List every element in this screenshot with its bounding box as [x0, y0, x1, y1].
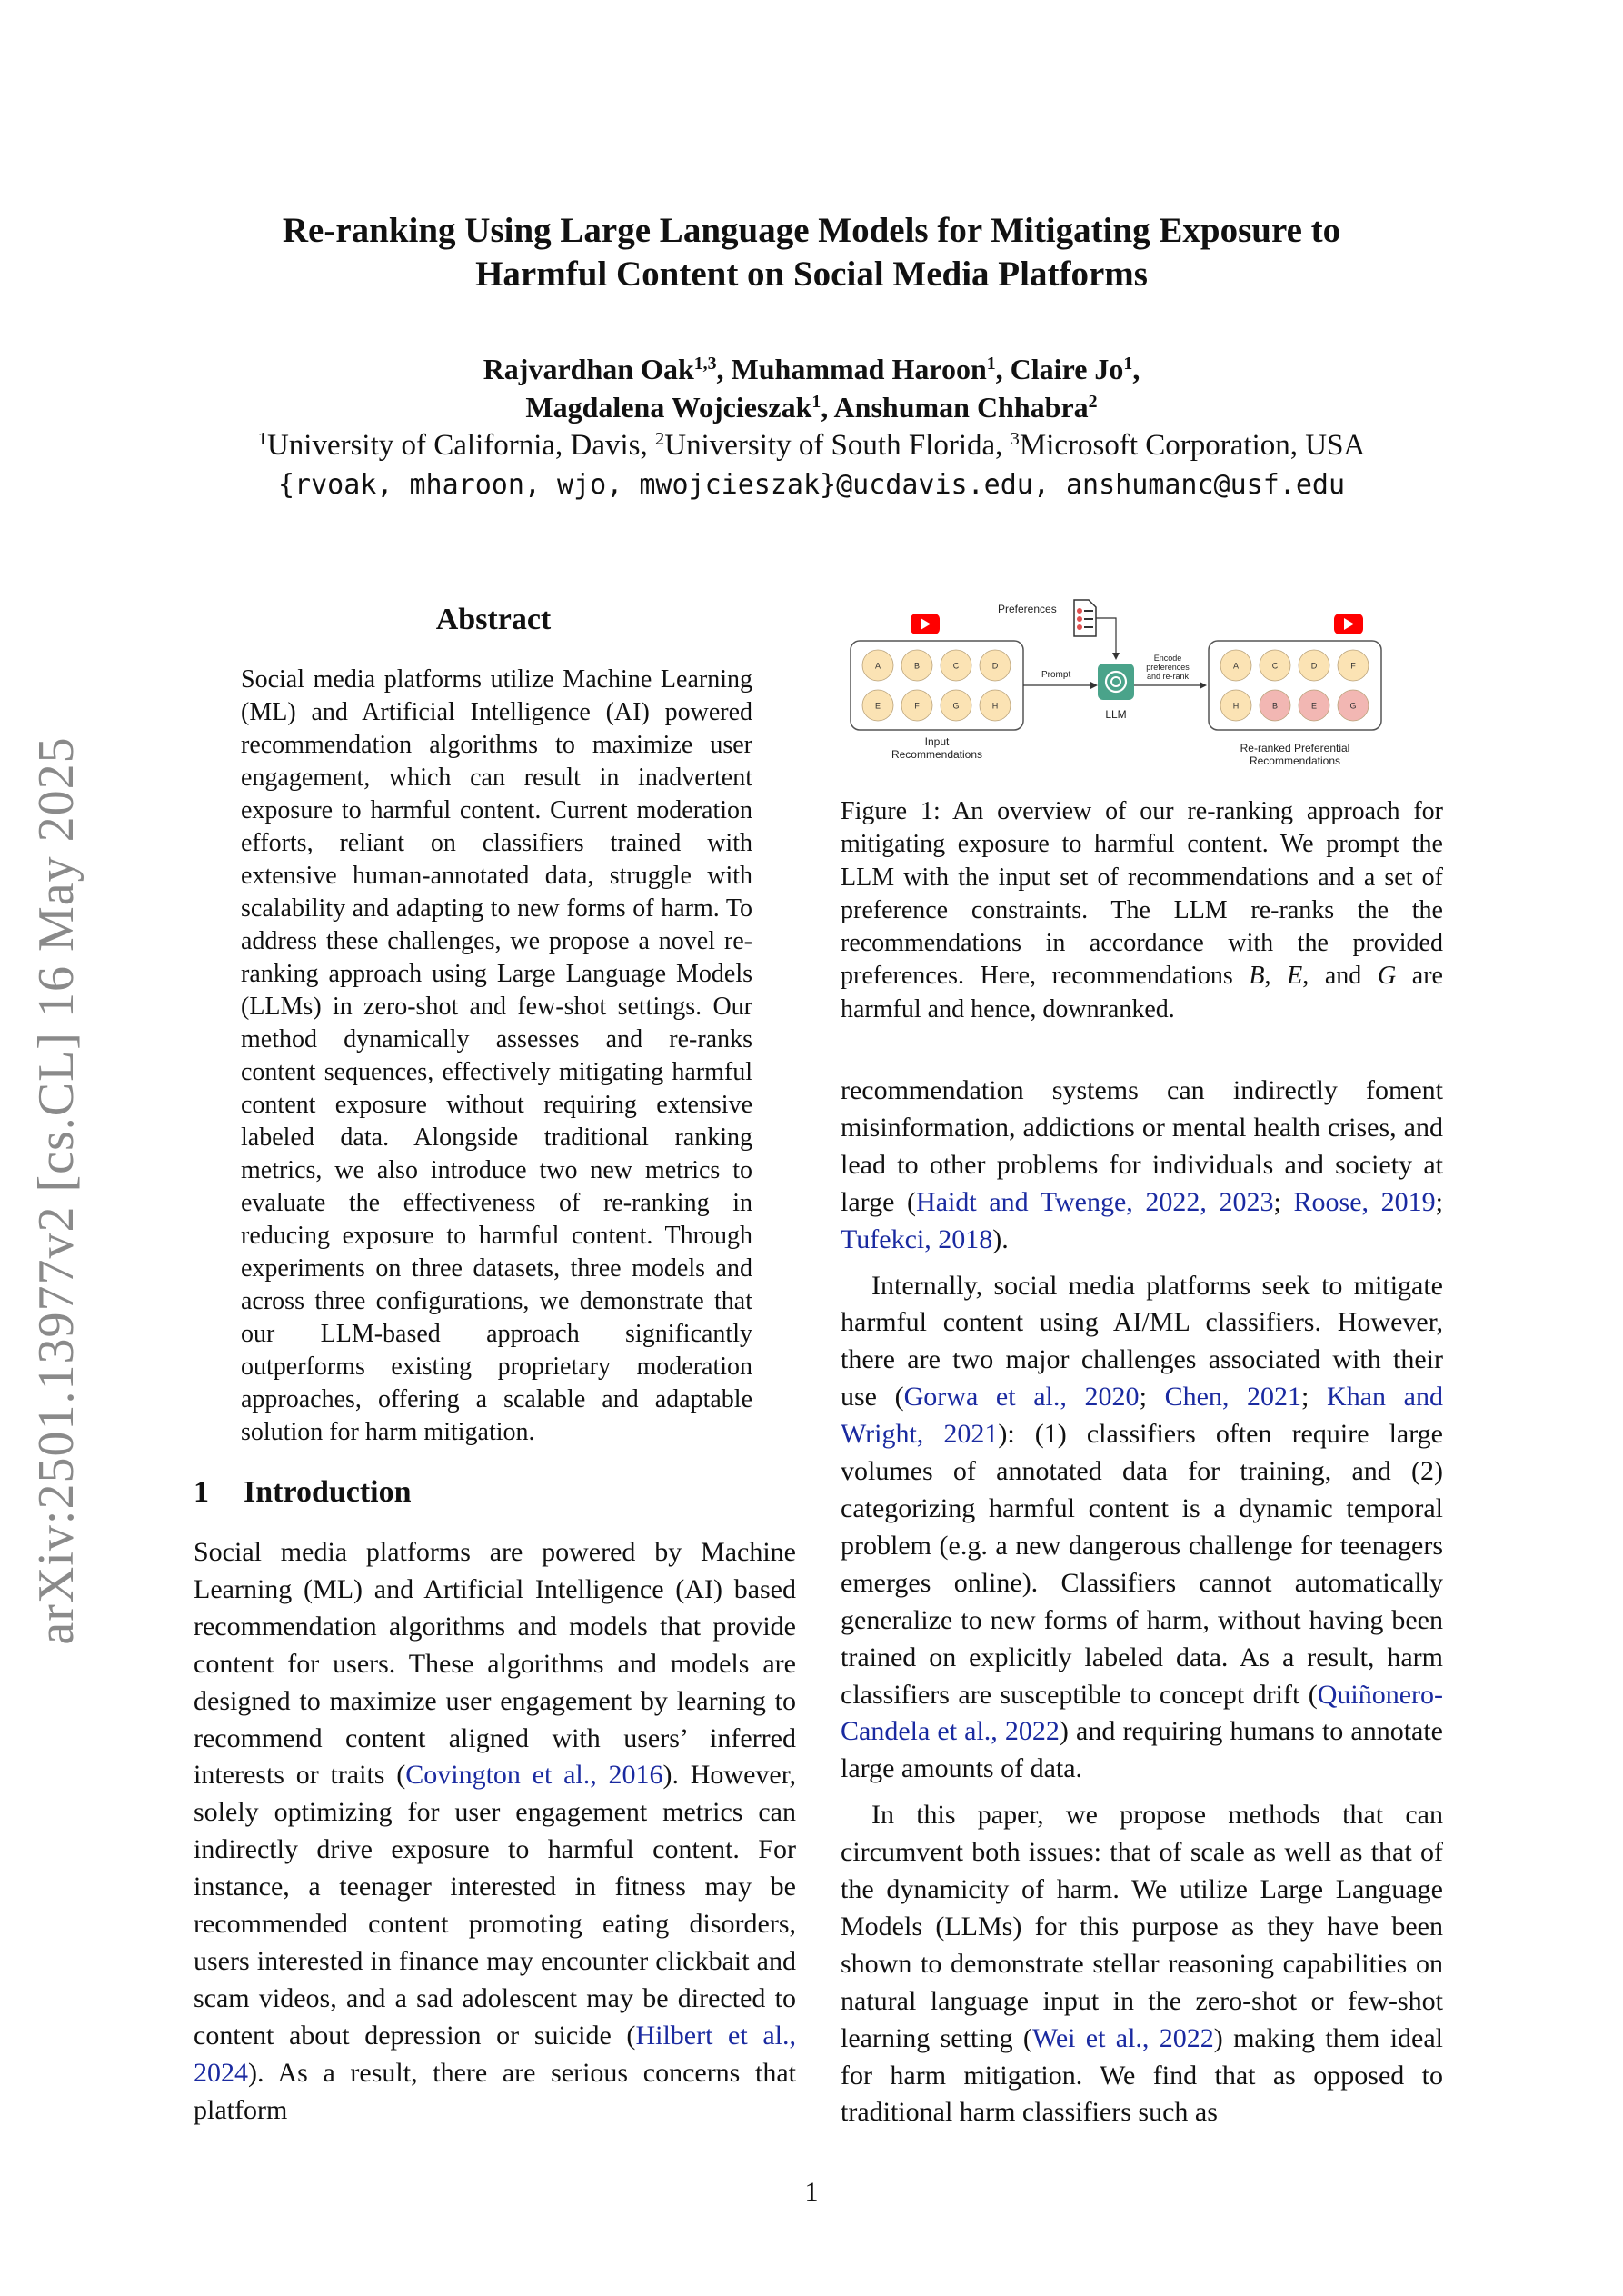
- output-label-line-1: Re-ranked Preferential: [1240, 742, 1350, 754]
- prompt-label: Prompt: [1041, 670, 1071, 680]
- title-line-1: Re-ranking Using Large Language Models for Mitigating Exposure to: [282, 211, 1341, 250]
- author-affil-sup: 1: [986, 354, 996, 374]
- arxiv-identifier-text: arXiv:2501.13977v2 [cs.CL] 16 May 2025: [28, 736, 85, 1645]
- citation-link[interactable]: Tufekci, 2018: [841, 1223, 993, 1254]
- output-item-label: H: [1232, 701, 1240, 711]
- affiliations: $^1$University of California, Davis, $^2$University of South Florida, $^3$Microsoft Corporation, USA: [257, 428, 1366, 462]
- arxiv-identifier: [20, 709, 93, 1672]
- author-name: Rajvardhan Oak: [483, 353, 694, 385]
- citation-link[interactable]: Quiñonero-Candela et al., 2022: [841, 1679, 1443, 1747]
- author-affil-sup: 1,3: [693, 354, 717, 374]
- output-item-label: G: [1349, 701, 1357, 711]
- abstract-text: Social media platforms utilize Machine Learning (ML) and Artificial Intelligence (AI) powered recommendation algorithms to maximize user engagement, which can result in inadvertent exposure to harmful content. Current moderation efforts, reliant on classifiers trained with extensive human-annotated data, struggle with scalability and adapting to new forms of harm. To address these challenges, we propose a novel re-ranking approach using Large Language Models (LLMs) in zero-shot and few-shot settings. Our method dynamically assesses and re-ranks content sequences, effectively mitigating harmful content exposure without requiring extensive labeled data. Alongside traditional ranking metrics, we also introduce two new metrics to evaluate the effectiveness of re-ranking in reducing exposure to harmful content. Through experiments on three datasets, three models and across three configurations, we demonstrate that our LLM-based approach significantly outperforms existing proprietary moderation approaches, offering a scalable and adaptable solution for harm mitigation.: [241, 665, 752, 1446]
- author-affil-sup: 1: [1123, 354, 1133, 374]
- author-emails: {rvoak, mharoon, wjo, mwojcieszak}@ucdavis.edu, anshumanc@usf.edu: [278, 469, 1345, 501]
- paper-title: [136, 209, 1487, 296]
- input-item-label: F: [914, 701, 920, 711]
- paragraph: Internally, social media platforms seek to mitigate harmful content using AI/ML classifiers. However, there are two major challenges associated with their use (Gorwa et al., 2020; Chen, 2021; Khan and Wright, 2021): (1) classifiers often require large volumes of annotated data for training, and (2) categorizing harmful content is a dynamic temporal problem (e.g. a new dangerous challenge for teenagers emerges online). Classifiers cannot automatically generalize to new forms of harm, without having been trained on explicitly labeled data. As a result, harm classifiers are susceptible to concept drift (Quiñonero-Candela et al., 2022) and requiring humans to annotate large amounts of data.: [841, 1270, 1444, 1784]
- paragraph: recommendation systems can indirectly foment misinformation, addictions or mental health crises, and lead to other problems for individuals and society at large (Haidt and Twenge, 2022, 2023; Roose, 2019; Tufekci, 2018).: [841, 1075, 1444, 1254]
- author-name: Muhammad Haroon: [731, 353, 987, 385]
- section-number: 1: [194, 1475, 209, 1509]
- preferences-document-icon: [1074, 600, 1096, 636]
- intro-left-column: [194, 1534, 796, 2130]
- youtube-icon-input: [911, 614, 940, 634]
- citation-link[interactable]: Covington et al., 2016: [405, 1760, 663, 1791]
- citation-link[interactable]: Gorwa et al., 2020: [903, 1382, 1140, 1413]
- preferences-label: Preferences: [998, 603, 1057, 615]
- encode-label-line-2: preferences: [1146, 663, 1190, 672]
- figure-1-caption: Figure 1: An overview of our re-ranking approach for mitigating exposure to harmful content. We prompt the LLM with the input set of recommendations and a set of preference constraints. The LLM re-ranks the the recommendations in accordance with the provided preferences. Here, recommendations B, E, and G are harmful and hence, downranked.: [841, 797, 1443, 1023]
- input-label-line-2: Recommendations: [891, 748, 983, 761]
- input-item-label: B: [913, 661, 921, 671]
- section-heading-introduction: [194, 1472, 412, 1512]
- citation-link[interactable]: Chen, 2021: [1164, 1382, 1302, 1413]
- youtube-icon-output: [1334, 614, 1363, 634]
- encode-label-line-3: and re-rank: [1146, 672, 1190, 681]
- author-name: Anshuman Chhabra: [833, 391, 1089, 424]
- affiliation: University of California, Davis: [266, 429, 641, 462]
- section-title: Introduction: [244, 1475, 412, 1509]
- output-label-line-2: Recommendations: [1249, 754, 1341, 767]
- intro-right-column: [841, 1073, 1443, 2131]
- author-name: Magdalena Wojcieszak: [525, 391, 812, 424]
- figure-1-diagram: [836, 591, 1447, 782]
- input-item-label: E: [874, 701, 881, 711]
- page-number: 1: [804, 2177, 819, 2207]
- llm-label: LLM: [1105, 708, 1127, 721]
- input-item-label: H: [991, 701, 999, 711]
- output-item-label: F: [1350, 661, 1356, 671]
- output-item-label: E: [1310, 701, 1318, 711]
- citation-link[interactable]: Wei et al., 2022: [1031, 2022, 1214, 2053]
- output-item-label: D: [1310, 661, 1318, 671]
- input-item-label: C: [952, 661, 960, 671]
- output-item-label: B: [1271, 701, 1279, 711]
- affiliation: Microsoft Corporation, USA: [1019, 429, 1366, 462]
- citation-link[interactable]: Hilbert et al., 2024: [194, 2020, 796, 2088]
- abstract-heading: Abstract: [435, 603, 552, 636]
- encode-label-line-1: Encode: [1153, 654, 1182, 663]
- paragraph: In this paper, we propose methods that can circumvent both issues: that of scale as well as that of the dynamicity of harm. We utilize Large Language Models (LLMs) for this purpose as they have been shown to demonstrate stellar reasoning capabilities on natural language input in the zero-shot or few-shot learning setting (Wei et al., 2022) making them ideal for harm mitigation. We find that as opposed to traditional harm classifiers such as: [841, 1800, 1443, 2128]
- input-item-label: G: [952, 701, 960, 711]
- author-name: Claire Jo: [1010, 353, 1124, 385]
- author-affil-sup: 2: [1088, 392, 1098, 413]
- author-list: Rajvardhan Oak$^{1,3}$, Muhammad Haroon$^1$, Claire Jo$^1$, Magdalena Wojcieszak$^1$, Anshuman Chhabra$^2$: [483, 353, 1140, 424]
- input-item-label: A: [874, 661, 881, 671]
- input-item-label: D: [991, 661, 999, 671]
- citation-link[interactable]: Khan and Wright, 2021: [841, 1382, 1444, 1450]
- llm-icon: [1098, 664, 1134, 700]
- preferences-arrow: [1096, 618, 1116, 654]
- affiliation: University of South Florida: [664, 429, 996, 462]
- citation-link[interactable]: Haidt and Twenge, 2022, 2023: [916, 1186, 1274, 1217]
- citation-link[interactable]: Roose, 2019: [1293, 1186, 1436, 1217]
- title-line-2: Harmful Content on Social Media Platforms: [475, 255, 1148, 294]
- output-item-label: A: [1232, 661, 1240, 671]
- output-item-label: C: [1271, 661, 1279, 671]
- author-affil-sup: 1: [812, 392, 821, 413]
- paragraph: Social media platforms are powered by Machine Learning (ML) and Artificial Intelligence (AI) based recommendation algorithms and models that provide content for users. These algorithms and models are designed to maximize user engagement by learning to recommend content aligned with users’ inferred interests or traits (Covington et al., 2016). However, solely optimizing for user engagement metrics can indirectly drive exposure to harmful content. For instance, a teenager interested in fitness may be recommended content promoting eating disorders, users interested in finance may encounter clickbait and scam videos, and a sad adolescent may be directed to content about depression or suicide (Hilbert et al., 2024). As a result, there are serious concerns that platform: [194, 1537, 796, 2125]
- input-label-line-1: Input: [924, 735, 950, 748]
